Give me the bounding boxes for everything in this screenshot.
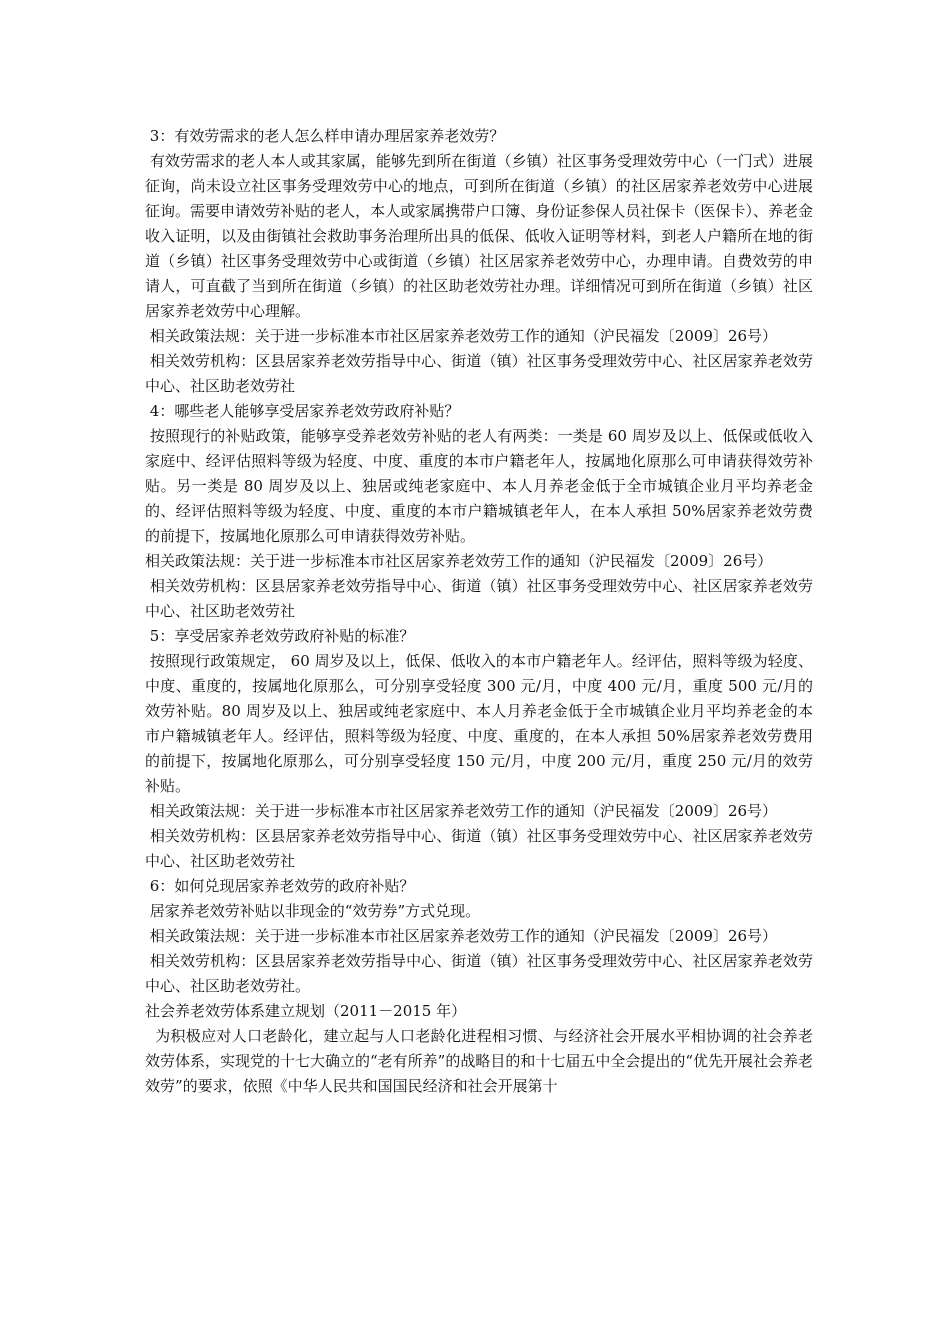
answer-3-text: 有效劳需求的老人本人或其家属，能够先到所在街道（乡镇）社区事务受理效劳中心（一门式）进展征询，尚未设立社区事务受理效劳中心的地点，可到所在街道（乡镇）的社区居家养老效劳中心进展征询。需要申请效劳补贴的老人，本人或家属携带户口簿、身份证参保人员社保卡（医保卡）、养老金收入证明，以及由街镇社会救助事务治理所出具的低保、低收入证明等材料，到老人户籍所在地的街道（乡镇）社区事务受理效劳中心或街道（乡镇）社区居家养老效劳中心，办理申请。自费效劳的申请人，可直截了当到所在街道（乡镇）的社区助老效劳社办理。详细情况可到所在街道（乡镇）社区居家养老效劳中心理解。 [145, 152, 813, 320]
answer-4-policy: 相关政策法规：关于进一步标准本市社区居家养老效劳工作的通知（沪民福发〔2009〕26号） [145, 552, 773, 570]
question-5-heading: 5：享受居家养老效劳政府补贴的标准？ [145, 627, 415, 645]
plan-intro-text: 为积极应对人口老龄化，建立起与人口老龄化进程相习惯、与经济社会开展水平相协调的社会养老效劳体系，实现党的十七大确立的“老有所养”的战略目的和十七届五中全会提出的“优先开展社会养老效劳”的要求，依照《中华人民共和国国民经济和社会开展第十 [145, 1027, 814, 1095]
answer-3-policy: 相关政策法规：关于进一步标准本市社区居家养老效劳工作的通知（沪民福发〔2009〕26号） [145, 327, 778, 345]
document-body [145, 124, 813, 1099]
question-3-heading: 3：有效劳需求的老人怎么样申请办理居家养老效劳？ [145, 127, 505, 145]
answer-4-agencies: 相关效劳机构：区县居家养老效劳指导中心、街道（镇）社区事务受理效劳中心、社区居家养老效劳中心、社区助老效劳社 [145, 577, 813, 620]
answer-4-text: 按照现行的补贴政策，能够享受养老效劳补贴的老人有两类：一类是 60 周岁及以上、低保或低收入家庭中、经评估照料等级为轻度、中度、重度的本市户籍老年人，按属地化原那么可申请获得效劳补贴。另一类是 80 周岁及以上、独居或纯老家庭中、本人月养老金低于全市城镇企业月平均养老金的、经评估照料等级为轻度、中度、重度的本市户籍城镇老年人，在本人承担 50%居家养老效劳费的前提下，按属地化原那么可申请获得效劳补贴。 [145, 427, 813, 545]
answer-5-policy: 相关政策法规：关于进一步标准本市社区居家养老效劳工作的通知（沪民福发〔2009〕26号） [145, 802, 778, 820]
question-4-heading: 4：哪些老人能够享受居家养老效劳政府补贴？ [145, 402, 460, 420]
answer-6-policy: 相关政策法规：关于进一步标准本市社区居家养老效劳工作的通知（沪民福发〔2009〕26号） [145, 927, 778, 945]
plan-title: 社会养老效劳体系建立规划（2011－2015 年） [145, 1002, 467, 1020]
answer-5-agencies: 相关效劳机构：区县居家养老效劳指导中心、街道（镇）社区事务受理效劳中心、社区居家养老效劳中心、社区助老效劳社 [145, 827, 813, 870]
answer-3-agencies: 相关效劳机构：区县居家养老效劳指导中心、街道（镇）社区事务受理效劳中心、社区居家养老效劳中心、社区助老效劳社 [145, 352, 813, 395]
question-6-heading: 6：如何兑现居家养老效劳的政府补贴？ [145, 877, 415, 895]
answer-6-agencies: 相关效劳机构：区县居家养老效劳指导中心、街道（镇）社区事务受理效劳中心、社区居家养老效劳中心、社区助老效劳社。 [145, 952, 813, 995]
answer-5-text: 按照现行政策规定， 60 周岁及以上，低保、低收入的本市户籍老年人。经评估，照料等级为轻度、中度、重度的，按属地化原那么，可分别享受轻度 300 元/月，中度 400 元/月，重度 500 元/月的效劳补贴。80 周岁及以上、独居或纯老家庭中、本人月养老金低于全市城镇企业月平均养老金的本市户籍城镇老年人。经评估，照料等级为轻度、中度、重度的，在本人承担 50%居家养老效劳费用的前提下，按属地化原那么，可分别享受轻度 150 元/月，中度 200 元/月，重度 250 元/月的效劳补贴。 [145, 652, 813, 795]
answer-6-text: 居家养老效劳补贴以非现金的“效劳券”方式兑现。 [145, 902, 481, 920]
